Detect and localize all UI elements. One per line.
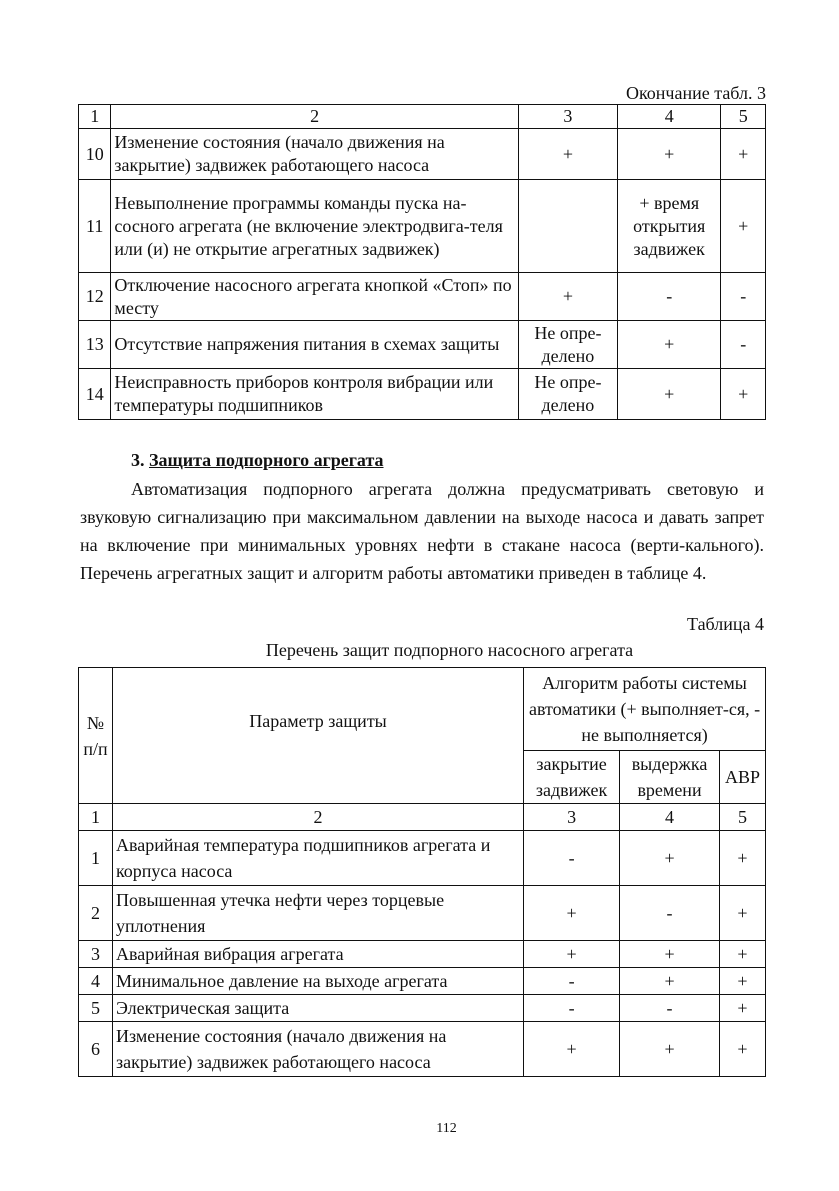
body-paragraph: Автоматизация подпорного агрегата должна предусматривать световую и звуковую сигнализацию при максимальном давлении на выходе насоса и давать запрет на включение при минимальных уровнях нефти в стакане насоса (верти-кального). Перечень агрегатных защит и алгоритм работы автоматики приведен в таблице 4. — [80, 479, 764, 583]
cell-col5: + — [719, 968, 765, 995]
table-number-row — [79, 804, 766, 831]
cell-col4: + — [620, 968, 720, 995]
cell-col3: Не опре-делено — [518, 369, 617, 420]
row-number: 4 — [79, 968, 113, 995]
continuation-label: Окончание табл. 3 — [625, 83, 766, 103]
table-header-row — [79, 668, 766, 751]
header-cell: 3 — [518, 105, 617, 129]
header-cell: 3 — [524, 804, 620, 831]
row-text: Отключение насосного агрегата кнопкой «Стоп» по месту — [111, 273, 518, 321]
table-row — [79, 968, 766, 995]
header-cell: 4 — [620, 804, 720, 831]
cell-col5: + — [719, 886, 765, 941]
cell-col5: - — [721, 273, 766, 321]
row-text: Невыполнение программы команды пуска на-сосного агрегата (не включение электродвига-теля или (и) не открытие агрегатных задвижек) — [111, 180, 518, 273]
cell-col5: + — [721, 369, 766, 420]
section-number: 3. — [131, 450, 145, 470]
row-number: 2 — [79, 886, 113, 941]
row-number: 11 — [79, 180, 111, 273]
table-row — [79, 321, 766, 369]
header-cell: 1 — [79, 105, 111, 129]
cell-col3: + — [518, 273, 617, 321]
cell-col4: + — [618, 321, 721, 369]
header-cell: 1 — [79, 804, 113, 831]
row-number: 3 — [79, 941, 113, 968]
cell-col5: + — [719, 941, 765, 968]
row-text: Отсутствие напряжения питания в схемах защиты — [111, 321, 518, 369]
table-4 — [78, 667, 766, 1077]
cell-col5: + — [719, 831, 765, 886]
row-text: Изменение состояния (начало движения на закрытие) задвижек работающего насоса — [112, 1022, 523, 1077]
cell-col3: + — [518, 129, 617, 180]
row-text: Аварийная температура подшипников агрегата и корпуса насоса — [112, 831, 523, 886]
table-row — [79, 180, 766, 273]
table-row — [79, 369, 766, 420]
row-number: 14 — [79, 369, 111, 420]
table-header-row — [79, 105, 766, 129]
row-text: Изменение состояния (начало движения на закрытие) задвижек работающего насоса — [111, 129, 518, 180]
cell-col4: + — [620, 831, 720, 886]
cell-col3: - — [524, 995, 620, 1022]
header-algorithm: Алгоритм работы системы автоматики (+ выполняет-ся, - не выполняется) — [524, 668, 766, 751]
row-number: 6 — [79, 1022, 113, 1077]
row-number: 5 — [79, 995, 113, 1022]
table-4-label: Таблица 4 — [687, 614, 764, 634]
section-title: Защита подпорного агрегата — [149, 450, 384, 470]
cell-col4: + — [618, 369, 721, 420]
header-cell: 2 — [112, 804, 523, 831]
cell-col3 — [518, 180, 617, 273]
page-number: 112 — [436, 1121, 457, 1136]
row-text: Повышенная утечка нефти через торцевые уплотнения — [112, 886, 523, 941]
table-row — [79, 1022, 766, 1077]
row-text: Минимальное давление на выходе агрегата — [112, 968, 523, 995]
header-cell: 2 — [111, 105, 518, 129]
header-cell: 5 — [719, 804, 765, 831]
row-text: Электрическая защита — [112, 995, 523, 1022]
cell-col4: + — [618, 129, 721, 180]
header-cell: 4 — [618, 105, 721, 129]
cell-col4: + — [620, 941, 720, 968]
section-heading — [131, 450, 384, 471]
cell-col3: + — [524, 1022, 620, 1077]
cell-col5: - — [721, 321, 766, 369]
cell-col5: + — [721, 129, 766, 180]
cell-col3: + — [524, 941, 620, 968]
table-row — [79, 995, 766, 1022]
row-text: Неисправность приборов контроля вибрации или температуры подшипников — [111, 369, 518, 420]
cell-col3: - — [524, 831, 620, 886]
table-3-continuation — [78, 104, 766, 420]
table-row — [79, 886, 766, 941]
cell-col3: - — [524, 968, 620, 995]
cell-col5: + — [719, 1022, 765, 1077]
cell-col4: + — [620, 1022, 720, 1077]
cell-col4: - — [620, 886, 720, 941]
header-parameter: Параметр защиты — [112, 668, 523, 804]
row-number: 13 — [79, 321, 111, 369]
cell-col3: Не опре-делено — [518, 321, 617, 369]
table-4-title: Перечень защит подпорного насосного агрегата — [265, 640, 634, 660]
header-cell: 5 — [721, 105, 766, 129]
row-text: Аварийная вибрация агрегата — [112, 941, 523, 968]
cell-col5: + — [721, 180, 766, 273]
subheader-avr: АВР — [719, 751, 765, 804]
cell-col5: + — [719, 995, 765, 1022]
cell-col4: - — [620, 995, 720, 1022]
table-row — [79, 129, 766, 180]
cell-col4: - — [618, 273, 721, 321]
row-number: 12 — [79, 273, 111, 321]
subheader-close-valves: закрытие задвижек — [524, 751, 620, 804]
table-row — [79, 273, 766, 321]
cell-col4: + время открытия задвижек — [618, 180, 721, 273]
table-row — [79, 941, 766, 968]
row-number: 1 — [79, 831, 113, 886]
header-number: № п/п — [79, 668, 113, 804]
table-row — [79, 831, 766, 886]
row-number: 10 — [79, 129, 111, 180]
cell-col3: + — [524, 886, 620, 941]
subheader-time-delay: выдержка времени — [620, 751, 720, 804]
